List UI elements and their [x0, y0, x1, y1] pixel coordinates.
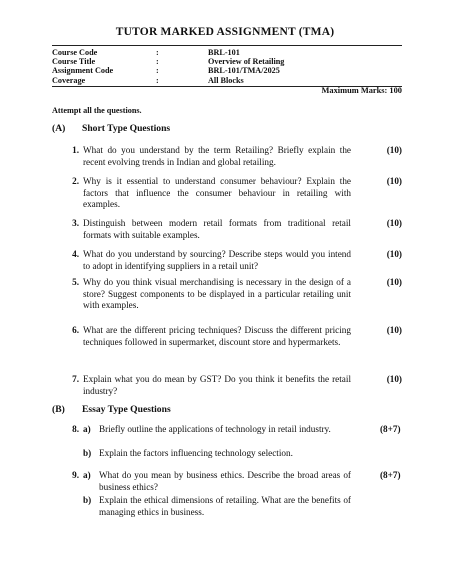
question-number: 6. [72, 325, 79, 335]
section-title: Essay Type Questions [82, 404, 171, 415]
coverage-row [52, 76, 402, 85]
question-number: 1. [72, 145, 79, 155]
meta-value: All Blocks [208, 75, 244, 85]
question-text: Why is it essential to understand consumer behaviour? Explain the factors that influence the consumer behaviour in retailing with examples. [83, 176, 351, 209]
meta-key: Course Code [52, 48, 98, 57]
meta-colon: : [156, 48, 159, 57]
part-label: a) [83, 424, 91, 434]
question-marks: (10) [386, 176, 402, 186]
question-marks: (10) [386, 249, 402, 259]
meta-value: BRL-101 [208, 48, 240, 57]
question-text: Distinguish between modern retail formats from traditional retail formats with suitable examples. [83, 218, 351, 240]
question-number: 4. [72, 249, 79, 259]
meta-key: Course Title [52, 57, 96, 67]
part-label: a) [83, 470, 91, 480]
question-marks: (10) [386, 277, 402, 287]
part-label: b) [83, 448, 92, 458]
question-text: Explain what you do mean by GST? Do you think it benefits the retail industry? [83, 374, 351, 396]
question-number: 9. [72, 470, 79, 480]
course-code-row [52, 48, 402, 57]
maximum-marks: Maximum Marks: 100 [321, 86, 402, 95]
section-title: Short Type Questions [82, 123, 171, 134]
section-b-heading [52, 404, 171, 415]
question-marks: (10) [386, 325, 402, 335]
question-number: 3. [72, 218, 79, 228]
document-title: TUTOR MARKED ASSIGNMENT (TMA) [115, 26, 335, 38]
meta-value: BRL-101/TMA/2025 [208, 66, 280, 76]
section-label: (A) [52, 123, 66, 134]
question-text: What do you understand by sourcing? Describe steps would you intend to adopt in identifying suppliers in a retail unit? [83, 249, 351, 271]
question-text: What are the different pricing techniques? Discuss the different pricing techniques followed in supermarket, discount store and hypermarkets. [83, 325, 351, 347]
part-text: Explain the factors influencing technology selection. [99, 448, 293, 458]
question-marks: (8+7) [380, 424, 401, 434]
question-number: 7. [72, 374, 79, 384]
question-number: 8. [72, 424, 79, 434]
assignment-code-row [52, 66, 402, 75]
question-marks: (10) [386, 145, 402, 155]
question-number: 5. [72, 277, 79, 287]
meta-colon: : [156, 75, 159, 85]
top-rule [52, 45, 402, 46]
question-number: 2. [72, 176, 79, 186]
meta-colon: : [156, 66, 159, 76]
part-text: What do you mean by business ethics. Describe the broad areas of business ethics? [99, 470, 351, 492]
meta-key: Assignment Code [52, 66, 114, 76]
question-marks: (10) [386, 218, 402, 228]
section-a-heading [52, 123, 170, 134]
part-label: b) [83, 495, 92, 505]
meta-value: Overview of Retailing [208, 57, 285, 67]
question-text: Why do you think visual merchandising is necessary in the design of a store? Suggest components to be displayed in a particular retailing unit with examples. [83, 277, 351, 310]
meta-key: Coverage [52, 75, 86, 85]
meta-colon: : [156, 57, 159, 67]
question-text: What do you understand by the term Retailing? Briefly explain the recent evolving trends in Indian and global retailing. [83, 145, 351, 167]
instruction-text: Attempt all the questions. [52, 106, 142, 115]
question-marks: (8+7) [380, 470, 401, 480]
part-text: Explain the ethical dimensions of retailing. What are the benefits of managing ethics in business. [99, 495, 351, 517]
course-title-row [52, 57, 402, 66]
section-label: (B) [52, 404, 65, 415]
part-text: Briefly outline the applications of technology in retail industry. [99, 424, 331, 434]
course-info-block [52, 48, 402, 85]
question-marks: (10) [386, 374, 402, 384]
